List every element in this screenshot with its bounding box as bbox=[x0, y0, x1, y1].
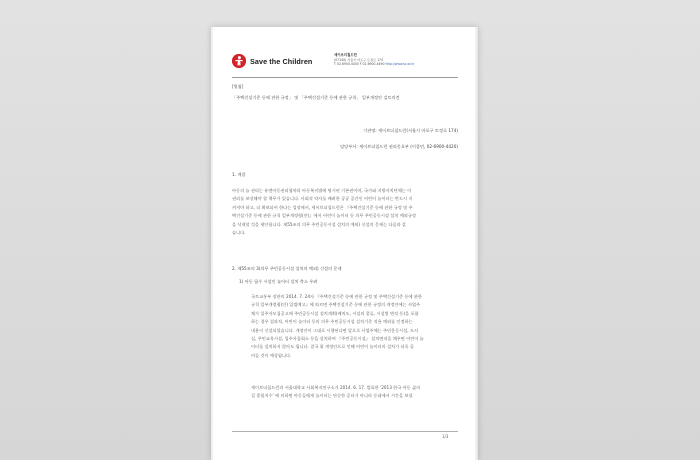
subsection1-line: 이터를 설치하지 않아도 됩니다. 결국 위 개정안으로 인해 어린이 놀이터의 설치가 더욱 줄 bbox=[251, 344, 414, 350]
section1-line: 습니다. bbox=[232, 230, 246, 236]
subsection1-line: 실, 주민교육시설, 입주자집회소 등을 설치하여 『주민공동시설』 설치면적을 채우면 어린이 놀 bbox=[251, 336, 424, 342]
subsection1-line: 질 종합지수' 에 의하면 아동들에게 놀이터는 단순한 공터가 아니라 동네에서 시간을 보낼 bbox=[251, 393, 413, 399]
section1-line: 켜져야 하고, 더 확보되어 한다는 입장에서, 세이브더칠드런은 『주택건설기준 등에 관한 규정 및 주 bbox=[232, 204, 413, 210]
subsection1-line: 어들 것이 예상됩니다. bbox=[251, 352, 292, 358]
section2-heading: 2. 제55조의 3(의무 주민공동시설 설치의 예외) 신설의 문제 bbox=[232, 266, 342, 271]
header-divider bbox=[232, 77, 458, 78]
subsection1-line: 세이브더칠드런과 서울대학교 사회복지연구소가 2014. 6. 17. 발표한 '2013 한국 아동 삶의 bbox=[251, 385, 421, 390]
subsection1-body bbox=[251, 293, 461, 360]
subsection1-heading: 1) 아동 필수 시설인 놀이터 설치 축소 우려 bbox=[239, 279, 318, 284]
save-the-children-logo-icon bbox=[232, 54, 246, 68]
subsection1-line: 체가 입주자모집공고에 주민공동시설 설치계획(배치도, 시설의 종류, 시설별 면적 등)을 포함 bbox=[251, 310, 419, 316]
org-contact: T 02-6900-4400 F 02-6900-4490 bbox=[334, 62, 385, 67]
org-address: (07140) 서울시 마포구 토정로 174 bbox=[334, 57, 383, 62]
org-name: 세이브더칠드런 bbox=[334, 53, 357, 57]
subsection1-line: 국토교통부 장관의 2014. 7. 24자 『주택건설기준 등에 관한 규정 및 주택건설기준 등에 관한 bbox=[251, 294, 422, 299]
section1-line: 아동의 놀 권리는 유엔아동권리협약과 아동복지법에 명시된 기본권이며, 국가와 지방자치단체는 이 bbox=[232, 188, 412, 193]
section1-line: 권리를 보장해야 할 책무가 있습니다. 사회적 약자를 배려한 공공 공간인 어린이 놀이터는 반드시 지 bbox=[232, 196, 413, 202]
department-line: 담당부서: 세이브더칠드런 권리옹호부 (이종민, 02-6900-4420) bbox=[340, 144, 458, 149]
institution-line: 기관명: 세이브더칠드런(서울시 마포구 토정로 174) bbox=[363, 128, 458, 133]
doc-title: 「주택건설기준 등에 관한 규정」 및 「주택건설기준 등에 관한 규칙」 일부개정안 검토의견 bbox=[232, 95, 400, 100]
page-number: 1/3 bbox=[442, 434, 449, 439]
document-page bbox=[211, 27, 478, 460]
footer-divider bbox=[232, 431, 458, 432]
doc-tag: [별첨] bbox=[232, 84, 244, 89]
org-info bbox=[334, 53, 474, 67]
logo-text: Save the Children bbox=[250, 56, 313, 66]
subsection1-line: 규칙 일부개정령(안) 입법예고』에 따르면 주택건설기준 등에 관한 규정의 개정안에는 사업주 bbox=[251, 302, 421, 308]
section1-line: 을 삭제할 것을 제안합니다. 제55조의 의무 주민공동시설 설치의 예외) 신설의 문제는 다음과 같 bbox=[232, 221, 406, 227]
org-website: http://www.sc.or.kr bbox=[385, 62, 415, 67]
section1-line: 택건설기준 등에 관한 규칙 일부개정령(안)』에서 어린이 놀이터 등 의무 주민공동시설 설치 예외규정 bbox=[232, 213, 416, 219]
subsection1-body-2 bbox=[251, 384, 461, 401]
logo bbox=[232, 54, 312, 68]
subsection1-line: 하는 경우 결과적, 어린이 놀이터 등의 의무 주민공동시설 설치기준 적용 예외를 인정하는 bbox=[251, 319, 413, 325]
section1-heading: 1. 개괄 bbox=[232, 172, 246, 177]
section1-body bbox=[232, 187, 460, 237]
subsection1-line: 내용이 신설되었습니다. 개정안이 그대로 시행된다면 앞으로 사업주체는 주민운동시설, 도서 bbox=[251, 327, 419, 333]
